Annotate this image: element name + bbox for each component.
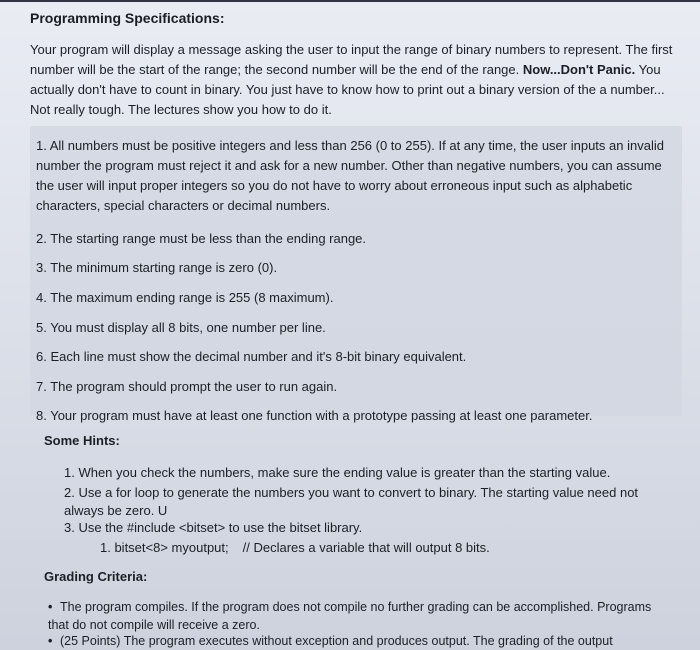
intro-bold: Now...Don't Panic. (522, 62, 636, 77)
intro-text-1: Your program will display a message asking the user to input the range of binary numbers to represent. The first number will be the start of the range; the second number will be the end of the range. (30, 42, 673, 77)
requirement-5: 5. You must display all 8 bits, one number per line. (36, 320, 326, 335)
grading-bullet-1-text: The program compiles. If the program does not compile no further grading can be accomplished. Programs that do not compile will receive a zero. (48, 600, 652, 632)
requirement-1: 1. All numbers must be positive integers and less than 256 (0 to 255). If at any time, the user inputs an invalid number the program must reject it and ask for a new number. Other than negative numbers, you can assume the user will input proper integers so you do not have to worry about erroneous input such as alphabetic characters, special characters or decimal numbers. (36, 138, 664, 213)
requirement-3: 3. The minimum starting range is zero (0). (36, 260, 278, 275)
hint-1: 1. When you check the numbers, make sure the ending value is greater than the starting value. (64, 465, 611, 480)
grading-heading: Grading Criteria: (44, 569, 148, 584)
requirement-4: 4. The maximum ending range is 255 (8 maximum). (36, 290, 334, 305)
bullet-dot-icon: • (48, 600, 53, 614)
requirement-8: 8. Your program must have at least one function with a prototype passing at least one parameter. (36, 408, 593, 423)
bullet-dot-icon: • (48, 634, 53, 648)
grading-bullet-2 (48, 632, 668, 650)
grading-bullet-2-text: (25 Points) The program executes without exception and produces output. The grading of the output (60, 634, 613, 648)
hints-heading: Some Hints: (44, 433, 120, 448)
requirement-7: 7. The program should prompt the user to run again. (36, 379, 338, 394)
page-title: Programming Specifications: (30, 10, 225, 26)
code-snippet: 1. bitset<8> myoutput; (100, 540, 229, 555)
hint-3: 3. Use the #include <bitset> to use the bitset library. (64, 520, 363, 535)
requirement-2: 2. The starting range must be less than the ending range. (36, 231, 367, 246)
intro-paragraph (30, 40, 682, 120)
hint-2: 2. Use a for loop to generate the numbers you want to convert to binary. The starting value need not always be zero. U (64, 485, 639, 518)
requirement-6: 6. Each line must show the decimal number and it's 8-bit binary equivalent. (36, 349, 467, 364)
code-comment: // Declares a variable that will output 8 bits. (242, 540, 490, 555)
hint-3-subitem (100, 539, 490, 557)
grading-bullet-1 (48, 598, 668, 634)
intro-text-2: You actually don't have to count in binary. You just have to know how to print out a binary version of the a number... Not really tough. The lectures show you how to do it. (30, 62, 665, 117)
